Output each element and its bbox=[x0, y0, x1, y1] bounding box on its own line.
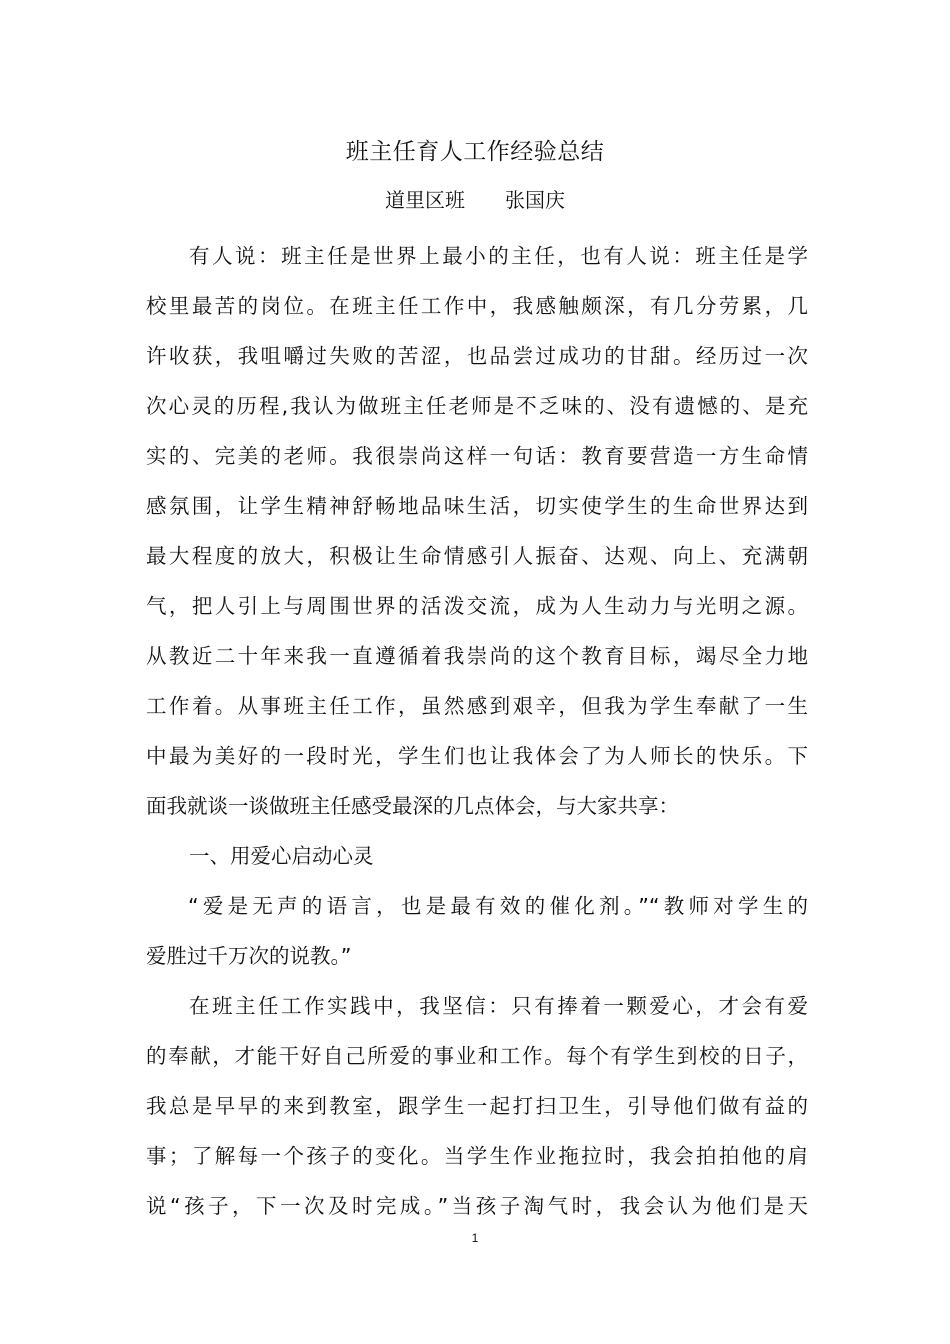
text-line: 实的、完美的老师。我很崇尚这样一句话：教育要营造一方生命情 bbox=[146, 444, 808, 468]
text-line: 的奉献，才能干好自己所爱的事业和工作。每个有学生到校的日子， bbox=[146, 1044, 808, 1068]
text-line: 中最为美好的一段时光，学生们也让我体会了为人师长的快乐。下 bbox=[146, 744, 808, 768]
text-line: 面我就谈一谈做班主任感受最深的几点体会，与大家共享： bbox=[146, 794, 679, 818]
document-title: 班主任育人工作经验总结 bbox=[345, 139, 605, 165]
text-line: 我总是早早的来到教室，跟学生一起打扫卫生，引导他们做有益的 bbox=[146, 1094, 808, 1118]
text-line: 许收获，我咀嚼过失败的苦涩，也品尝过成功的甘甜。经历过一次 bbox=[146, 344, 808, 368]
text-line: 有人说：班主任是世界上最小的主任，也有人说：班主任是学 bbox=[189, 244, 808, 268]
document-author: 道里区班 张国庆 bbox=[385, 188, 565, 212]
text-line: 从教近二十年来我一直遵循着我崇尚的这个教育目标，竭尽全力地 bbox=[146, 644, 808, 668]
text-line: 最大程度的放大，积极让生命情感引人振奋、达观、向上、充满朝 bbox=[146, 544, 808, 568]
section-heading: 一、用爱心启动心灵 bbox=[189, 844, 374, 868]
text-line: 次心灵的历程,我认为做班主任老师是不乏味的、没有遗憾的、是充 bbox=[146, 394, 808, 418]
text-line: 爱胜过千万次的说教。” bbox=[146, 944, 352, 968]
document-body bbox=[146, 231, 808, 1231]
text-line: 校里最苦的岗位。在班主任工作中，我感触颇深，有几分劳累，几 bbox=[146, 294, 808, 318]
text-line: 说“孩子，下一次及时完成。”当孩子淘气时，我会认为他们是天 bbox=[146, 1194, 808, 1218]
text-line: 气，把人引上与周围世界的活泼交流，成为人生动力与光明之源。 bbox=[146, 594, 808, 618]
text-line: 事；了解每一个孩子的变化。当学生作业拖拉时，我会拍拍他的肩 bbox=[146, 1144, 808, 1168]
text-line: 感氛围，让学生精神舒畅地品味生活，切实使学生的生命世界达到 bbox=[146, 494, 808, 518]
text-line: 在班主任工作实践中，我坚信：只有捧着一颗爱心，才会有爱 bbox=[189, 994, 808, 1018]
text-line: “爱是无声的语言，也是最有效的催化剂。”“教师对学生的 bbox=[188, 894, 808, 918]
page-number: 1 bbox=[471, 1231, 479, 1245]
text-line: 工作着。从事班主任工作，虽然感到艰辛，但我为学生奉献了一生 bbox=[146, 694, 808, 718]
